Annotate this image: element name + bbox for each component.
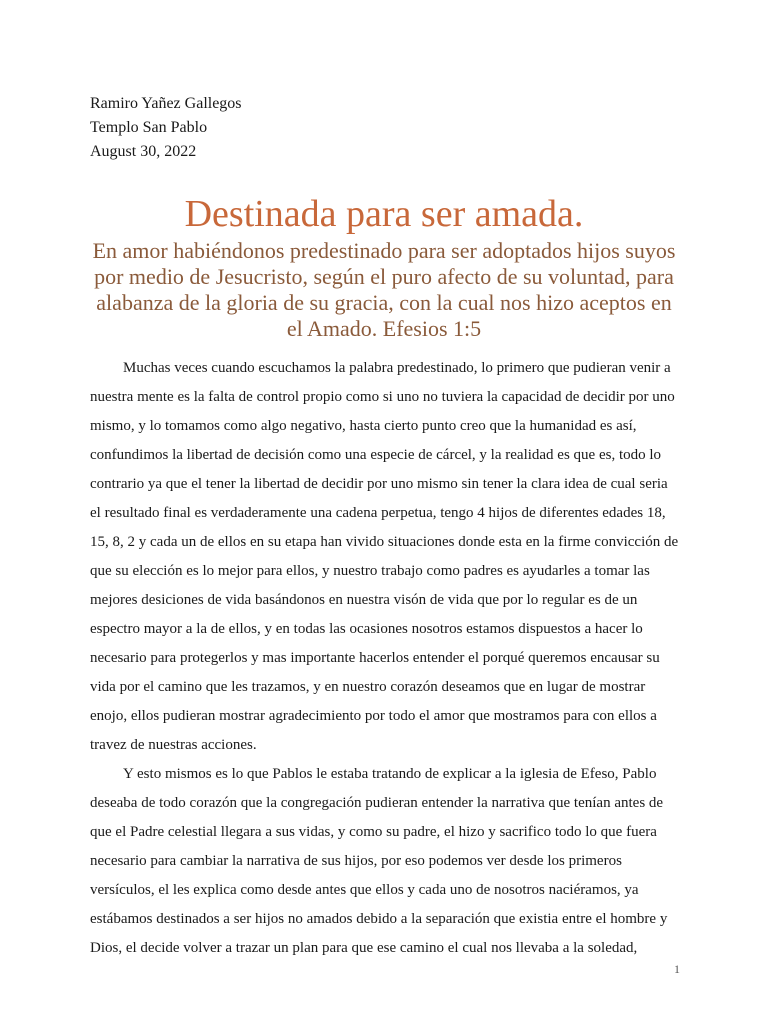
document-title: Destinada para ser amada. xyxy=(184,193,584,235)
paragraph-1: Muchas veces cuando escuchamos la palabra predestinado, lo primero que pudieran venir a nuestra mente es la falta de control propio como si uno no tuviera la capacidad de decidir por uno mismo, y lo tomamos como algo negativo, hasta cierto punto creo que la humanidad es así, confundimos la libertad de decisión como una especie de cárcel, y la realidad es que es, todo lo contrario ya que el tener la libertad de decidir por uno mismo sin tener la clara idea de cual seria el resultado final es verdaderamente una cadena perpetua, tengo 4 hijos de diferentes edades 18, 15, 8, 2 y cada un de ellos en su etapa han vivido situaciones donde esta en la firme convicción de que su elección es lo mejor para ellos, y nuestro trabajo como padres es ayudarles a tomar las mejores desiciones de vida basándonos en nuestra visón de vida que por lo regular es de un espectro mayor a la de ellos, y en todas las ocasiones nosotros estamos dispuestos a hacer lo necesario para protegerlos y mas importante hacerlos entender el porqué queremos encausar su vida por el camino que les trazamos, y en nuestro corazón deseamos que en lugar de mostrar enojo, ellos pudieran mostrar agradecimiento por todo el amor que mostramos para con ellos a travez de nuestras acciones. xyxy=(90,360,679,753)
church-name: Templo San Pablo xyxy=(90,119,208,136)
document-date: August 30, 2022 xyxy=(90,143,197,160)
page-number: 1 xyxy=(674,962,680,976)
paragraph-2: Y esto mismos es lo que Pablos le estaba tratando de explicar a la iglesia de Efeso, Pablo deseaba de todo corazón que la congregación pudieran entender la narrativa que tenían antes de que el Padre celestial llegara a sus vidas, y como su padre, el hizo y sacrifico todo lo que fuera necesario para cambiar la narrativa de sus hijos, por eso podemos ver desde los primeros versículos, el les explica como desde antes que ellos y cada uno de nosotros naciéramos, ya estábamos destinados a ser hijos no amados debido a la separación que existia entre el hombre y Dios, el decide volver a trazar un plan para que ese camino el cual nos llevaba a la soledad, xyxy=(90,766,668,956)
document-header xyxy=(90,92,242,164)
author-name: Ramiro Yañez Gallegos xyxy=(90,95,242,112)
document-body xyxy=(90,354,680,963)
scripture-epigraph: En amor habiéndonos predestinado para ser adoptados hijos suyos por medio de Jesucristo, según el puro afecto de su voluntad, para alabanza de la gloria de su gracia, con la cual nos hizo aceptos en el Amado. Efesios 1:5 xyxy=(92,238,676,341)
